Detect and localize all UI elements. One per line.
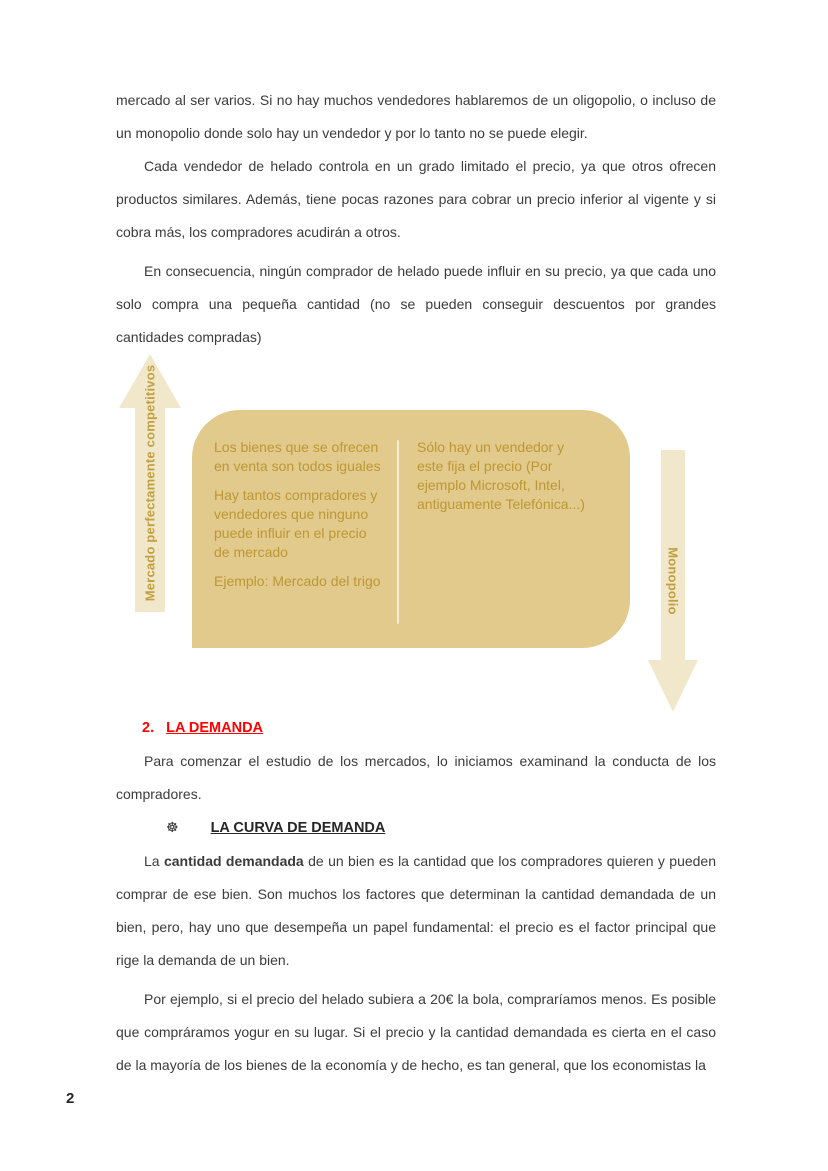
wheel-icon: ☸ xyxy=(166,819,179,835)
market-types-box xyxy=(192,410,630,648)
qd-rest: de un bien es la cantidad que los compradores quieren y pueden comprar de ese bien. Son muchos los factores que determinan la cantidad demandada de un bien, pero, hay uno que desempeña un papel fundamental: el precio es el factor principal que rige la demanda de un bien. xyxy=(116,853,717,968)
box-item-identical-goods: Los bienes que se ofrecen en venta son todos iguales xyxy=(214,439,381,474)
monopoly-text xyxy=(399,438,612,632)
subsection-heading-curva xyxy=(166,811,716,845)
paragraph-quantity-demanded xyxy=(116,845,716,977)
section-heading-demanda xyxy=(142,712,716,745)
document-body xyxy=(116,84,716,1082)
section-number: 2. xyxy=(142,720,155,736)
section-title: LA DEMANDA xyxy=(166,720,264,736)
subsection-title: LA CURVA DE DEMANDA xyxy=(210,820,386,836)
paragraph-seller-control: Cada vendedor de helado controla en un grado limitado el precio, ya que otros ofrecen productos similares. Además, tiene pocas razones para cobrar un precio inferior al vigente y si cobra más, los compradores acudirán a otros. xyxy=(116,158,716,240)
competitive-market-arrow xyxy=(119,354,181,612)
box-item-single-seller: Sólo hay un vendedor y este fija el precio (Por ejemplo Microsoft, Intel, antiguamente Telefónica...) xyxy=(417,439,585,512)
box-item-many-buyers: Hay tantos compradores y vendedores que ninguno puede influir en el precio de mercado xyxy=(214,487,378,560)
page-number: 2 xyxy=(66,1090,75,1107)
paragraph-price-example: Por ejemplo, si el precio del helado subiera a 20€ la bola, compraríamos menos. Es posible que compráramos yogur en su lugar. Si el precio y la cantidad demandada es cierta en el caso de la mayoría de los bienes de la economía y de hecho, es tan general, que los economistas la xyxy=(116,991,716,1073)
qd-bold-term: cantidad demandada xyxy=(163,853,304,869)
box-item-wheat-example: Ejemplo: Mercado del trigo xyxy=(214,573,381,589)
monopoly-arrow xyxy=(648,450,698,712)
competitive-market-text xyxy=(214,438,397,632)
paragraph-oligopoly: mercado al ser varios. Si no hay muchos vendedores hablaremos de un oligopolio, o incluso de un monopolio donde solo hay un vendedor y por lo tanto no se puede elegir. xyxy=(116,92,716,141)
monopoly-label: Monopolio xyxy=(665,547,681,615)
paragraph-buyer-influence: En consecuencia, ningún comprador de helado puede influir en su precio, ya que cada uno solo compra una pequeña cantidad (no se pueden conseguir descuentos por grandes cantidades compradas) xyxy=(116,263,716,345)
market-comparison-diagram xyxy=(116,354,716,712)
competitive-market-label: Mercado perfectamente competitivos xyxy=(142,364,158,602)
paragraph-demand-intro: Para comenzar el estudio de los mercados, lo iniciamos examinand la conducta de los compradores. xyxy=(116,753,716,802)
qd-prefix: La xyxy=(144,853,164,869)
